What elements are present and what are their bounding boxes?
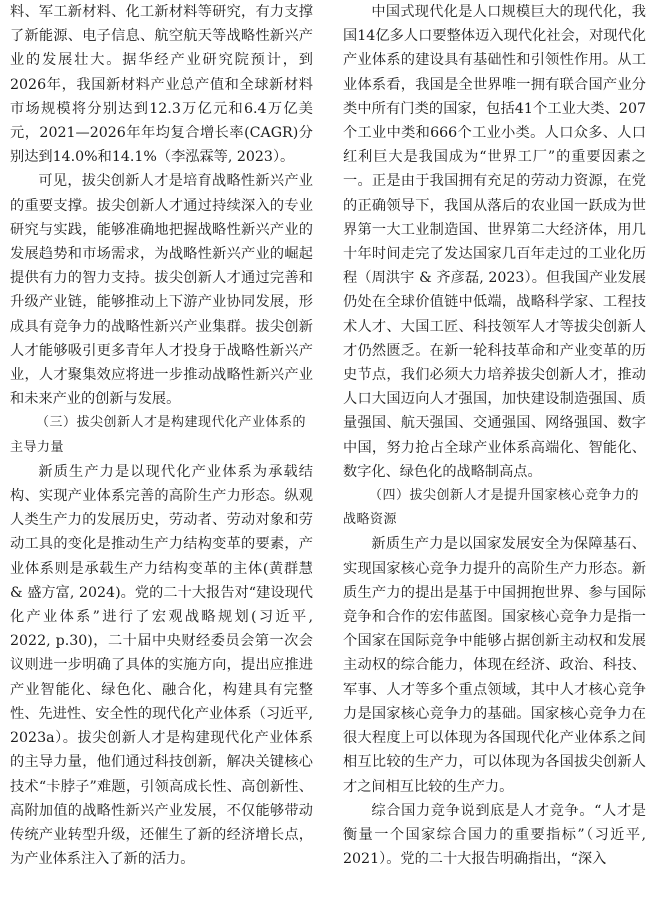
left-paragraph-2: 可见，拔尖创新人才是培育战略性新兴产业的重要支撑。拔尖创新人才通过持续深入的专业研究与实践，能够准确地把握战略性新兴产业的发展趋势和市场需求，为战略性新兴产业的崛起提供有力的智力支持。拔尖创新人才通过完善和升级产业链，能够推动上下游产业协同发展，形成具有竞争力的战略性新兴产业集群。拔尖创新人才能够吸引更多青年人才投身于战略性新兴产业，人才聚集效应将进一步推动战略性新兴产业和未来产业的创新与发展。 bbox=[10, 173, 313, 408]
left-column bbox=[10, 0, 313, 871]
left-paragraph-3: 新质生产力是以现代化产业体系为承载结构、实现产业体系完善的高阶生产力形态。纵观人类生产力的发展历史，劳动者、劳动对象和劳动工具的变化是推动生产力结构变革的要素，产业体系则是承载生产力结构变革的主体(黄群慧 & 盛方富, 2024)。党的二十大报告对“建设现代化产业体系”进行了宏观战略规划(习近平, 2022, p.30)，二十届中央财经委员会第一次会议则进一步明确了具体的实施方向，提出应推进产业智能化、绿色化、融合化，构建具有完整性、先进性、安全性的现代化产业体系（习近平, 2023a）。拔尖创新人才是构建现代化产业体系的主导力量，他们通过科技创新，解决关键核心技术“卡脖子”难题，引领高成长性、高创新性、高附加值的战略性新兴产业发展，不仅能够带动传统产业转型升级，还催生了新的经济增长点，为产业体系注入了新的活力。 bbox=[10, 463, 313, 868]
right-paragraph-3: 综合国力竞争说到底是人才竞争。“人才是衡量一个国家综合国力的重要指标”（习近平, 2021）。党的二十大报告明确指出，“深入 bbox=[343, 802, 646, 868]
right-paragraph-1: 中国式现代化是人口规模巨大的现代化，我国14亿多人口要整体迈入现代化社会，对现代化产业体系的建设具有基础性和引领性作用。从工业体系看，我国是全世界唯一拥有联合国产业分类中所有门类的国家，包括41个工业大类、207个工业中类和666个工业小类。人口众多、人口红利巨大是我国成为“世界工厂”的重要因素之一。正是由于我国拥有充足的劳动力资源，在党的正确领导下，我国从落后的农业国一跃成为世界第一大工业制造国、世界第二大经济体，用几十年时间走完了发达国家几百年走过的工业化历程（周洪宇 & 齐彦磊, 2023）。但我国产业发展仍处在全球价值链中低端，战略科学家、工程技术人才、大国工匠、科技领军人才等拔尖创新人才仍然匮乏。在新一轮科技革命和产业变革的历史节点，我们必须大力培养拔尖创新人才，推动人口大国迈向人才强国，加快建设制造强国、质量强国、航天强国、交通强国、网络强国、数字中国，努力抢占全球产业体系高端化、智能化、数字化、绿色化的战略制高点。 bbox=[343, 4, 646, 480]
right-paragraph-2: 新质生产力是以国家发展安全为保障基石、实现国家核心竞争力提升的高阶生产力形态。新质生产力的提出是基于中国拥抱世界、参与国际竞争和合作的宏伟蓝图。国家核心竞争力是指一个国家在国际竞争中能够占据创新主动权和发展主动权的综合能力，体现在经济、政治、科技、军事、人才等多个重点领域，其中人才核心竞争力是国家核心竞争力的基础。国家核心竞争力在很大程度上可以体现为各国现代化产业体系之间相互比较的生产力，可以体现为各国拔尖创新人才之间相互比较的生产力。 bbox=[343, 536, 646, 795]
section-heading-3: （三）拔尖创新人才是构建现代化产业体系的主导力量 bbox=[10, 415, 307, 455]
left-paragraph-1: 料、军工新材料、化工新材料等研究，有力支撑了新能源、电子信息、航空航天等战略性新兴产业的发展壮大。据华经产业研究院预计，到2026年，我国新材料产业总产值和全球新材料市场规模将分别达到12.3万亿元和6.4万亿美元，2021—2026年年均复合增长率(CAGR)分别达到14.0%和14.1%（李泓霖等, 2023）。 bbox=[10, 4, 313, 166]
right-column bbox=[343, 0, 646, 871]
section-heading-4: （四）拔尖创新人才是提升国家核心竞争力的战略资源 bbox=[343, 488, 640, 528]
